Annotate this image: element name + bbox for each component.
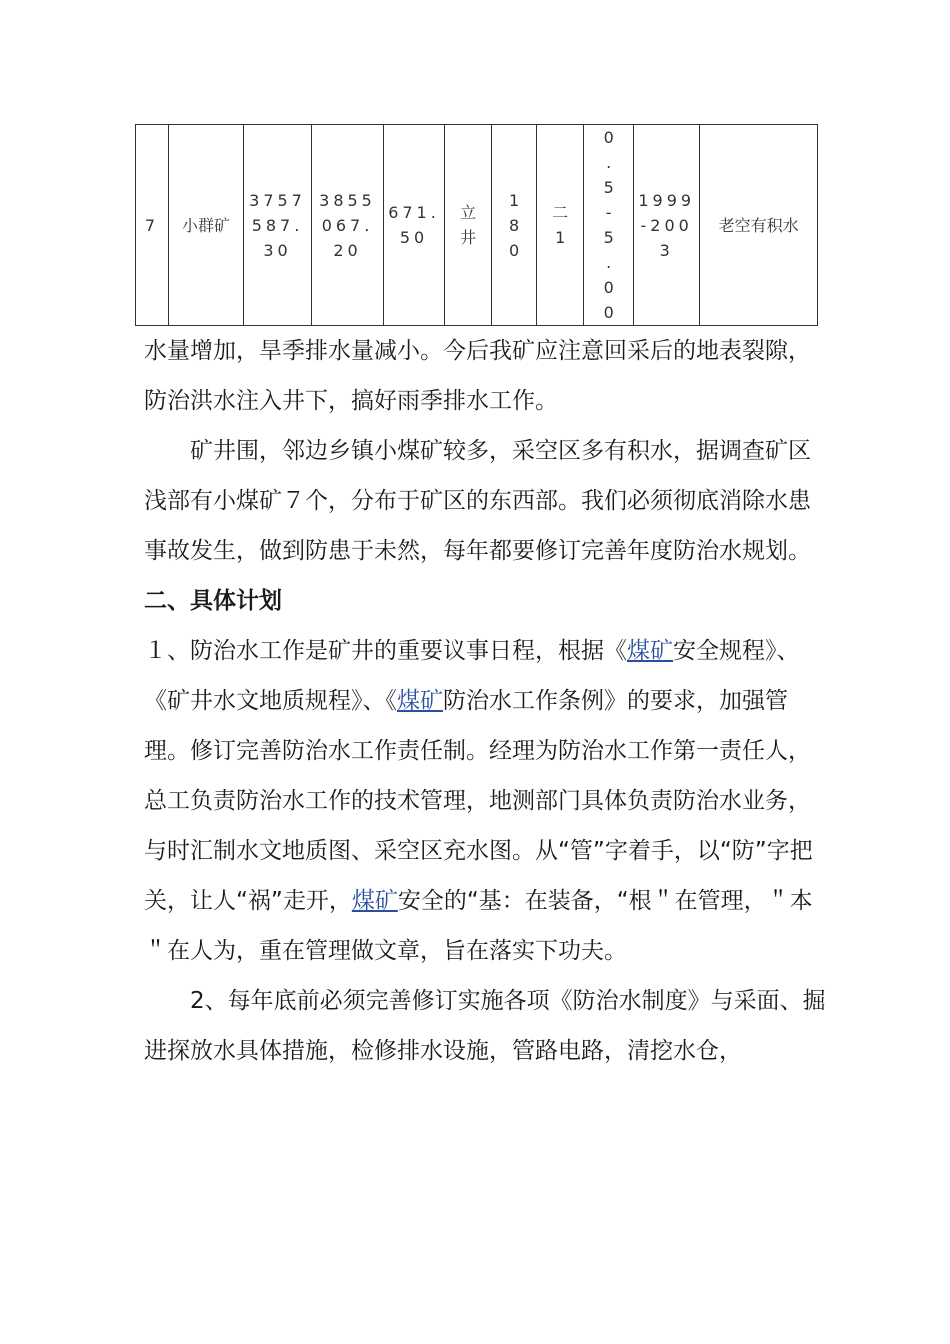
paragraph-text: １、防治水工作是矿井的重要议事日程，根据《 [144,638,627,664]
section-heading: 二、具体计划 [144,588,282,614]
coal-mine-link[interactable]: 煤矿 [351,888,398,914]
cell-elevation: 671.50 [384,125,445,326]
paragraph-text: 安全规程》、《矿井水文地质规程》、《 [144,638,800,714]
cell-thickness: 0.5-5.00 [584,125,634,326]
paragraph: 2、每年底前必须完善修订实施各项《防治水制度》与采面、掘进探放水具体措施，检修排水设施，管路电路，清挖水仓， [144,988,826,1064]
document-body [144,326,829,1076]
coal-mine-link[interactable]: 煤矿 [627,638,673,664]
cell-y-coordinate: 3855067.20 [312,125,384,326]
mine-table [135,124,818,326]
paragraph-text: 安全的“基：在装备，“根＂在管理，＂本＂在人为，重在管理做文章，旨在落实下功夫。 [144,888,813,964]
cell-mine-name: 小群矿 [169,125,244,326]
cell-seam: 二1 [537,125,584,326]
cell-depth: 180 [492,125,537,326]
paragraph: 水量增加，旱季排水量减小。今后我矿应注意回采后的地表裂隙，防治洪水注入井下，搞好雨季排水工作。 [144,338,811,414]
table-row [136,125,818,326]
cell-x-coordinate: 3757587.30 [244,125,312,326]
cell-period: 1999-2003 [634,125,700,326]
paragraph-text: 防治水工作条例》的要求，加强管理。修订完善防治水工作责任制。经理为防治水工作第一责任人，总工负责防治水工作的技术管理，地测部门具体负责防治水业务，与时汇制水文地质图、采空区充水图。从“管”字着手，以“防”字把关，让人“祸”走开， [144,688,813,914]
cell-no: 7 [136,125,169,326]
cell-shaft-type: 立井 [445,125,492,326]
coal-mine-link[interactable]: 煤矿 [397,688,443,714]
paragraph [144,626,829,976]
cell-remark: 老空有积水 [700,125,818,326]
paragraph: 矿井围，邻边乡镇小煤矿较多，采空区多有积水，据调查矿区浅部有小煤矿７个，分布于矿区的东西部。我们必须彻底消除水患事故发生，做到防患于未然，每年都要修订完善年度防治水规划。 [144,438,811,564]
